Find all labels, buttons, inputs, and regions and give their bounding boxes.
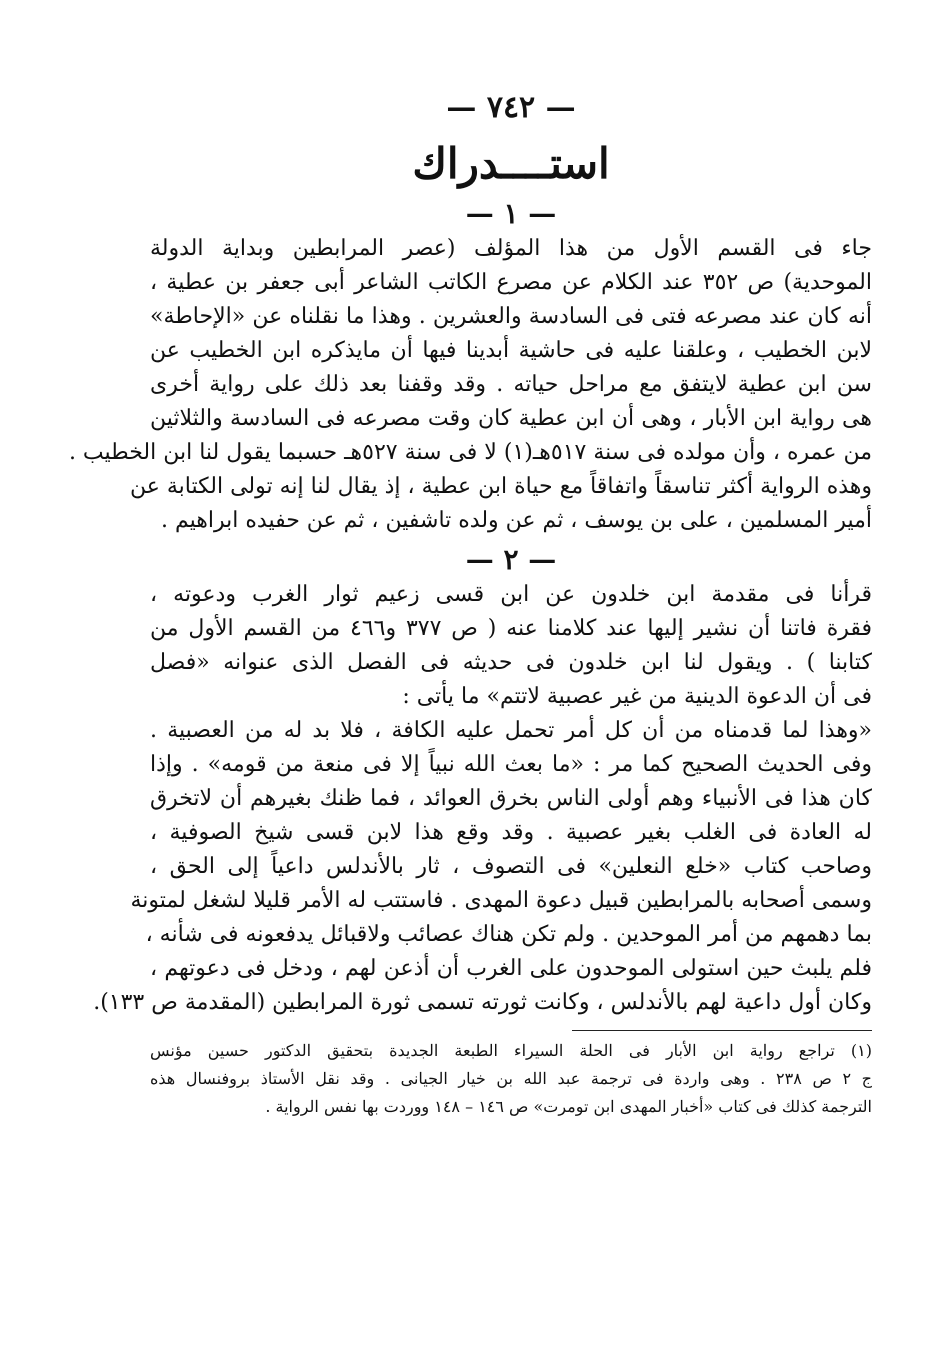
section-number-1: — ١ —: [465, 197, 557, 230]
text-line: وهذه الرواية أكثر تناسقاً واتفاقاً مع حياة ابن عطية ، إذ يقال لنا إنه تولى الكتابة عن: [129, 474, 872, 499]
quote-line: له العادة فى الغلب بغير عصبية . وقد وقع هذا لابن قسى شيخ الصوفية ،: [150, 820, 872, 845]
text-line: فى أن الدعوة الدينية من غير عصبية لاتتم» ما يأتى :: [402, 684, 872, 709]
quote-line: وفى الحديث الصحيح كما مر : «ما بعث الله نبياً إلا فى منعة من قومه» . وإذا: [150, 752, 872, 777]
section-1-text: [68, 232, 872, 538]
text-line: كتابنا ) . ويقول لنا ابن خلدون فى حديثه فى الفصل الذى عنوانه «فصل: [150, 650, 872, 675]
quote-line: «وهذا لما قدمناه من أن كل أمر تحمل عليه الكافة ، فلا بد له من العصبية .: [150, 718, 872, 743]
page-number: — ٧٤٢ —: [446, 90, 576, 125]
text-line: لابن الخطيب ، وعلقنا عليه فى حاشية أبدينا فيها أن مايذكره ابن الخطيب عن: [150, 338, 872, 363]
footnote-line: ج ٢ ص ٢٣٨ . وهى واردة فى ترجمة عبد الله بن خيار الجيانى . وقد نقل الأستاذ بروفنسال هذه: [150, 1069, 873, 1088]
page-title: استــــدراك: [412, 139, 610, 188]
section-2-text: [93, 578, 872, 1020]
text-line: هى رواية ابن الأبار ، وهى أن ابن عطية كان وقت مصرعه فى السادسة والثلاثين: [150, 406, 872, 431]
text-line: الموحدية) ص ٣٥٢ عند الكلام عن مصرع الكاتب الشاعر أبى جعفر بن عطية ،: [150, 270, 872, 295]
footnote-line: الترجمة كذلك فى كتاب «أخبار المهدى ابن تومرت» ص ١٤٦ – ١٤٨ ووردت بها نفس الرواية .: [265, 1097, 872, 1116]
text-line: أمير المسلمين ، على بن يوسف ، ثم عن ولده تاشفين ، ثم عن حفيده ابراهيم .: [161, 508, 872, 533]
footnote-line: (١) تراجع رواية ابن الأبار فى الحلة السيراء الطبعة الجديدة بتحقيق الدكتور حسين مؤنس: [150, 1041, 872, 1060]
text-line: من عمره ، وأن مولده فى سنة ٥١٧هـ(١) لا فى سنة ٥٢٧هـ حسبما يقول لنا ابن الخطيب .: [68, 440, 872, 465]
document-page: [68, 88, 873, 1121]
footnote-divider: [572, 1030, 872, 1031]
text-line: أنه كان عند مصرعه فتى فى السادسة والعشرين . وهذا ما نقلناه عن «الإحاطة»: [150, 304, 872, 329]
quote-line: وسمى أصحابه بالمرابطين قبيل دعوة المهدى . فاستتب له الأمر قليلا لشغل لمتونة: [130, 888, 872, 913]
section-number-2: — ٢ —: [465, 543, 557, 576]
quote-line: بما دهمهم من أمر الموحدين . ولم تكن هناك عصائب ولاقبائل يدفعونه فى شأنه ،: [145, 922, 872, 947]
quote-line: كان هذا فى الأنبياء وهم أولى الناس بخرق العوائد ، فما ظنك بغيرهم أن لاتخرق: [150, 786, 872, 811]
text-line: جاء فى القسم الأول من هذا المؤلف (عصر المرابطين وبداية الدولة: [150, 236, 872, 261]
quote-line: وكان أول داعية لهم بالأندلس ، وكانت ثورته تسمى ثورة المرابطين (المقدمة ص ١٣٣).: [93, 990, 872, 1015]
text-line: قرأنا فى مقدمة ابن خلدون عن ابن قسى زعيم ثوار الغرب ودعوته ،: [150, 582, 872, 607]
footnote: [150, 1037, 872, 1121]
text-line: فقرة فاتنا أن نشير إليها عند كلامنا عنه ( ص ٣٧٧ و٤٦٦ من القسم الأول من: [150, 616, 872, 641]
text-line: سن ابن عطية لايتفق مع مراحل حياته . وقد وقفنا بعد ذلك على رواية أخرى: [150, 372, 872, 397]
quote-line: وصاحب كتاب «خلع النعلين» فى التصوف ، ثار بالأندلس داعياً إلى الحق ،: [150, 854, 872, 879]
quote-line: فلم يلبث حين استولى الموحدون على الغرب أن أذعن لهم ، ودخل فى دعوتهم ،: [150, 956, 872, 981]
